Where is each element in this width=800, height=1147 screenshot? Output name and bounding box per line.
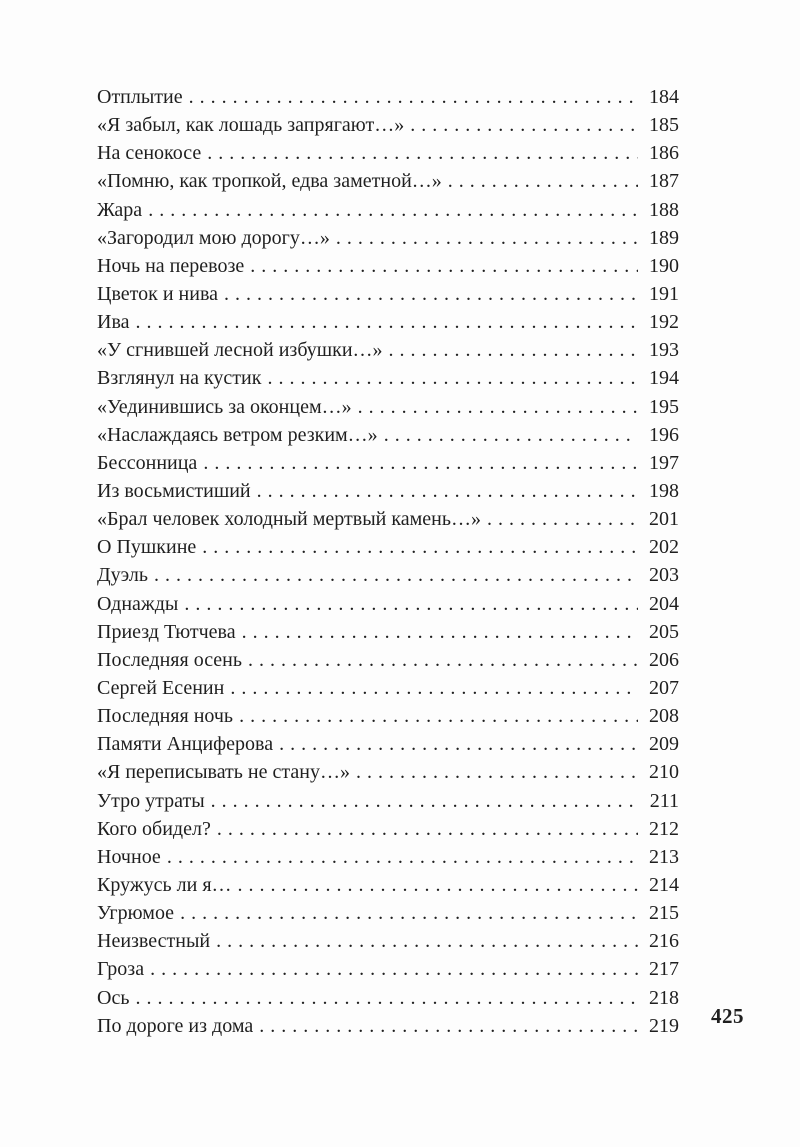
dot-leader xyxy=(410,111,638,139)
toc-entry xyxy=(97,927,679,955)
toc-entry-page: 219 xyxy=(649,1014,679,1037)
toc-entry-title: На сенокосе xyxy=(97,142,202,165)
toc-entry-page: 218 xyxy=(649,986,679,1009)
toc-entry-page: 185 xyxy=(649,114,679,137)
toc-entry-title: Ось xyxy=(97,986,130,1009)
toc-entry-page: 190 xyxy=(649,254,679,277)
toc-entry-page: 187 xyxy=(649,170,679,193)
toc-entry-title: Угрюмое xyxy=(97,902,175,925)
dot-leader xyxy=(211,787,638,815)
toc-entry-page: 206 xyxy=(649,648,679,671)
dot-leader xyxy=(203,449,638,477)
dot-leader xyxy=(259,1012,638,1040)
dot-leader xyxy=(267,364,638,392)
toc-entry-page: 211 xyxy=(649,789,679,812)
dot-leader xyxy=(148,196,638,224)
dot-leader xyxy=(189,83,638,111)
toc-entry xyxy=(97,533,679,561)
toc-entry-page: 215 xyxy=(649,902,679,925)
toc-entry xyxy=(97,111,679,139)
toc-entry-title: «Помню, как тропкой, едва заметной…» xyxy=(97,170,442,193)
dot-leader xyxy=(207,139,638,167)
toc-entry-page: 188 xyxy=(649,198,679,221)
toc-entry-title: Цветок и нива xyxy=(97,282,219,305)
toc-entry-title: Памяти Анциферова xyxy=(97,733,274,756)
dot-leader xyxy=(224,280,638,308)
toc-entry-page: 210 xyxy=(649,761,679,784)
dot-leader xyxy=(487,505,638,533)
toc-entry-title: Приезд Тютчева xyxy=(97,620,236,643)
dot-leader xyxy=(238,871,638,899)
toc-entry xyxy=(97,646,679,674)
toc-entry-title: О Пушкине xyxy=(97,536,197,559)
dot-leader xyxy=(358,393,638,421)
toc-entry xyxy=(97,899,679,927)
toc-entry-title: Дуэль xyxy=(97,564,148,587)
toc-entry xyxy=(97,955,679,983)
toc-entry-page: 201 xyxy=(649,508,679,531)
toc-entry-title: Из восьмистиший xyxy=(97,479,251,502)
toc-entry xyxy=(97,843,679,871)
dot-leader xyxy=(217,815,638,843)
dot-leader xyxy=(216,927,638,955)
toc-entry-title: Гроза xyxy=(97,958,145,981)
toc-entry-title: Последняя осень xyxy=(97,648,243,671)
toc-entry-title: «У сгнившей лесной избушки…» xyxy=(97,339,383,362)
toc-entry-title: «Я переписывать не стану…» xyxy=(97,761,350,784)
dot-leader xyxy=(239,702,638,730)
toc-entry xyxy=(97,83,679,111)
toc-entry xyxy=(97,815,679,843)
dot-leader xyxy=(135,984,638,1012)
toc-entry-page: 203 xyxy=(649,564,679,587)
dot-leader xyxy=(250,252,638,280)
toc-entry-title: Сергей Есенин xyxy=(97,676,225,699)
dot-leader xyxy=(389,336,638,364)
toc-entry xyxy=(97,167,679,195)
toc-entry-title: Ива xyxy=(97,311,130,334)
toc-entry-title: Неизвестный xyxy=(97,930,211,953)
toc-entry-page: 204 xyxy=(649,592,679,615)
toc-entry xyxy=(97,871,679,899)
toc-entry xyxy=(97,364,679,392)
toc-entry xyxy=(97,561,679,589)
toc-entry-page: 193 xyxy=(649,339,679,362)
toc-entry xyxy=(97,139,679,167)
toc-entry-title: Взглянул на кустик xyxy=(97,367,262,390)
toc-entry xyxy=(97,421,679,449)
toc-entry xyxy=(97,702,679,730)
dot-leader xyxy=(356,758,638,786)
dot-leader xyxy=(257,477,638,505)
toc-entry-page: 213 xyxy=(649,845,679,868)
toc-entry xyxy=(97,1012,679,1040)
toc-entry-page: 198 xyxy=(649,479,679,502)
toc-entry-page: 194 xyxy=(649,367,679,390)
toc-entry xyxy=(97,590,679,618)
toc-entry-page: 216 xyxy=(649,930,679,953)
toc-entry-page: 212 xyxy=(649,817,679,840)
toc-entry-title: «Я забыл, как лошадь запрягают…» xyxy=(97,114,405,137)
toc-entry-page: 196 xyxy=(649,423,679,446)
toc-entry-title: Ночь на перевозе xyxy=(97,254,245,277)
toc-entry xyxy=(97,477,679,505)
toc-entry-title: По дороге из дома xyxy=(97,1014,254,1037)
toc-entry xyxy=(97,280,679,308)
toc-entry xyxy=(97,393,679,421)
dot-leader xyxy=(150,955,638,983)
toc-entry-page: 191 xyxy=(649,282,679,305)
toc-entry-title: Последняя ночь xyxy=(97,705,234,728)
toc-entry-page: 214 xyxy=(649,873,679,896)
dot-leader xyxy=(180,899,638,927)
toc-entry-title: Бессонница xyxy=(97,451,198,474)
toc-entry-page: 186 xyxy=(649,142,679,165)
toc-entry-page: 208 xyxy=(649,705,679,728)
toc-entry xyxy=(97,252,679,280)
toc-entry-page: 202 xyxy=(649,536,679,559)
toc-entry xyxy=(97,308,679,336)
toc-entry-title: Кого обидел? xyxy=(97,817,211,840)
toc-entry-title: Отплытие xyxy=(97,86,183,108)
toc-entry-title: «Загородил мою дорогу…» xyxy=(97,226,330,249)
dot-leader xyxy=(184,590,638,618)
toc-entry-page: 184 xyxy=(649,86,679,108)
dot-leader xyxy=(336,224,638,252)
dot-leader xyxy=(202,533,638,561)
toc-entry-page: 217 xyxy=(649,958,679,981)
toc-entry-title: «Брал человек холодный мертвый камень…» xyxy=(97,508,481,531)
toc-entry xyxy=(97,196,679,224)
toc-entry xyxy=(97,505,679,533)
toc-entry-title: «Наслаждаясь ветром резким…» xyxy=(97,423,378,446)
toc-entry-page: 195 xyxy=(649,395,679,418)
toc-entry xyxy=(97,449,679,477)
toc-entry-page: 192 xyxy=(649,311,679,334)
dot-leader xyxy=(279,730,638,758)
toc-entry-page: 205 xyxy=(649,620,679,643)
toc-entry-page: 209 xyxy=(649,733,679,756)
toc-entry xyxy=(97,336,679,364)
toc-entry xyxy=(97,758,679,786)
toc-entry xyxy=(97,730,679,758)
dot-leader xyxy=(230,674,638,702)
dot-leader xyxy=(154,561,638,589)
toc-entry-title: Жара xyxy=(97,198,143,221)
table-of-contents xyxy=(97,83,679,1040)
toc-entry-title: Однажды xyxy=(97,592,179,615)
dot-leader xyxy=(384,421,638,449)
toc-entry-title: Ночное xyxy=(97,845,161,868)
toc-entry-page: 189 xyxy=(649,226,679,249)
toc-entry-page: 207 xyxy=(649,676,679,699)
folio-page-number: 425 xyxy=(711,1004,744,1028)
toc-entry-page: 197 xyxy=(649,451,679,474)
dot-leader xyxy=(167,843,638,871)
toc-entry xyxy=(97,674,679,702)
toc-entry xyxy=(97,984,679,1012)
toc-entry xyxy=(97,224,679,252)
toc-entry xyxy=(97,787,679,815)
dot-leader xyxy=(248,646,638,674)
dot-leader xyxy=(448,167,638,195)
dot-leader xyxy=(242,618,638,646)
toc-entry-title: «Уединившись за оконцем…» xyxy=(97,395,352,418)
toc-entry-title: Утро утраты xyxy=(97,789,205,812)
toc-entry xyxy=(97,618,679,646)
toc-entry-title: Кружусь ли я… xyxy=(97,873,232,896)
dot-leader xyxy=(136,308,639,336)
